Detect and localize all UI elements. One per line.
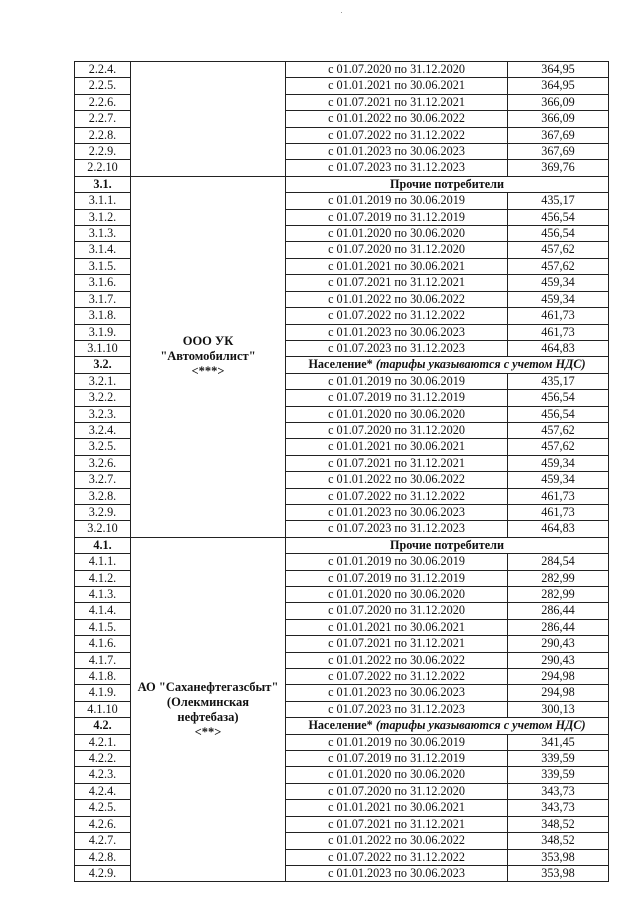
tariff-value: 282,99 [508,570,609,586]
tariff-value: 348,52 [508,833,609,849]
tariff-value: 369,76 [508,160,609,176]
period-cell: с 01.07.2023 по 31.12.2023 [286,160,508,176]
tariff-value: 364,95 [508,78,609,94]
row-number: 4.1.7. [75,652,131,668]
tariff-value: 300,13 [508,701,609,717]
tariff-value: 459,34 [508,275,609,291]
tariff-value: 343,73 [508,783,609,799]
organization-cell-empty [131,62,286,177]
tariff-value: 343,73 [508,800,609,816]
row-number: 4.2.5. [75,800,131,816]
period-cell: с 01.07.2021 по 31.12.2021 [286,455,508,471]
period-cell: с 01.07.2021 по 31.12.2021 [286,275,508,291]
row-number: 4.2.1. [75,734,131,750]
row-number: 3.1.1. [75,193,131,209]
tariff-value: 341,45 [508,734,609,750]
row-number: 2.2.7. [75,111,131,127]
period-cell: с 01.07.2022 по 31.12.2022 [286,669,508,685]
row-number: 3.2.8. [75,488,131,504]
tariff-value: 461,73 [508,488,609,504]
tariff-value: 435,17 [508,193,609,209]
tariff-value: 364,95 [508,62,609,78]
row-number: 4.2.6. [75,816,131,832]
period-cell: с 01.01.2020 по 30.06.2020 [286,587,508,603]
row-number: 3.1.6. [75,275,131,291]
section-title [286,537,609,553]
row-number: 3.2.4. [75,422,131,438]
period-cell: с 01.01.2021 по 30.06.2021 [286,619,508,635]
row-number: 4.2.3. [75,767,131,783]
tariff-value: 461,73 [508,504,609,520]
period-cell: с 01.07.2023 по 31.12.2023 [286,701,508,717]
tariff-table-body [75,62,609,882]
section-title-note: (тарифы указываются с учетом НДС) [375,357,586,372]
row-number: 3.1.2. [75,209,131,225]
section-number: 3.1. [75,176,131,192]
section-title [286,357,609,373]
row-number: 3.2.2. [75,390,131,406]
tariff-value: 294,98 [508,669,609,685]
period-cell: с 01.01.2021 по 30.06.2021 [286,800,508,816]
period-cell: с 01.07.2019 по 31.12.2019 [286,751,508,767]
tariff-value: 286,44 [508,603,609,619]
row-number: 3.2.10 [75,521,131,537]
period-cell: с 01.01.2023 по 30.06.2023 [286,685,508,701]
period-cell: с 01.01.2023 по 30.06.2023 [286,865,508,881]
row-number: 4.1.4. [75,603,131,619]
tariff-value: 457,62 [508,258,609,274]
period-cell: с 01.01.2023 по 30.06.2023 [286,324,508,340]
row-number: 3.2.3. [75,406,131,422]
tariff-value: 366,09 [508,111,609,127]
section-title-text: Прочие потребители [389,537,505,552]
row-number: 3.1.9. [75,324,131,340]
period-cell: с 01.07.2020 по 31.12.2020 [286,242,508,258]
period-cell: с 01.01.2022 по 30.06.2022 [286,111,508,127]
organization-line: АО "Саханефтегазсбыт" [137,679,279,694]
row-number: 2.2.10 [75,160,131,176]
period-cell: с 01.07.2020 по 31.12.2020 [286,62,508,78]
row-number: 4.1.9. [75,685,131,701]
row-number: 4.2.8. [75,849,131,865]
section-title-note: (тарифы указываются с учетом НДС) [375,718,586,733]
row-number: 2.2.5. [75,78,131,94]
tariff-value: 353,98 [508,865,609,881]
tariff-value: 456,54 [508,390,609,406]
row-number: 3.1.4. [75,242,131,258]
tariff-value: 435,17 [508,373,609,389]
period-cell: с 01.07.2022 по 31.12.2022 [286,849,508,865]
tariff-value: 290,43 [508,652,609,668]
organization-line: ООО УК [182,334,234,349]
period-cell: с 01.01.2021 по 30.06.2021 [286,439,508,455]
tariff-value: 457,62 [508,439,609,455]
period-cell: с 01.07.2019 по 31.12.2019 [286,570,508,586]
organization-name [131,176,286,537]
period-cell: с 01.01.2020 по 30.06.2020 [286,767,508,783]
period-cell: с 01.01.2020 по 30.06.2020 [286,226,508,242]
row-number: 2.2.9. [75,144,131,160]
period-cell: с 01.07.2020 по 31.12.2020 [286,422,508,438]
row-number: 4.1.5. [75,619,131,635]
period-cell: с 01.01.2020 по 30.06.2020 [286,406,508,422]
tariff-value: 294,98 [508,685,609,701]
period-cell: с 01.07.2021 по 31.12.2021 [286,636,508,652]
tariff-value: 367,69 [508,144,609,160]
row-number: 3.1.3. [75,226,131,242]
section-title-text: Население* [308,357,376,372]
period-cell: с 01.07.2020 по 31.12.2020 [286,603,508,619]
period-cell: с 01.07.2023 по 31.12.2023 [286,340,508,356]
row-number: 3.2.9. [75,504,131,520]
tariff-value: 457,62 [508,242,609,258]
tariff-value: 339,59 [508,767,609,783]
section-number: 3.2. [75,357,131,373]
period-cell: с 01.01.2019 по 30.06.2019 [286,193,508,209]
tariff-value: 367,69 [508,127,609,143]
period-cell: с 01.01.2019 по 30.06.2019 [286,554,508,570]
tariff-value: 290,43 [508,636,609,652]
organization-line: <**> [194,724,222,739]
period-cell: с 01.07.2022 по 31.12.2022 [286,308,508,324]
tariff-value: 457,62 [508,422,609,438]
row-number: 4.1.1. [75,554,131,570]
row-number: 2.2.4. [75,62,131,78]
period-cell: с 01.01.2019 по 30.06.2019 [286,734,508,750]
period-cell: с 01.01.2022 по 30.06.2022 [286,472,508,488]
row-number: 3.1.10 [75,340,131,356]
section-title-text: Население* [308,718,376,733]
tariff-value: 456,54 [508,226,609,242]
row-number: 3.2.6. [75,455,131,471]
section-title-text: Прочие потребители [389,176,505,191]
organization-line: <***> [191,364,225,379]
row-number: 2.2.8. [75,127,131,143]
row-number: 3.1.8. [75,308,131,324]
row-number: 4.1.8. [75,669,131,685]
section-row [75,537,609,553]
tariff-value: 464,83 [508,521,609,537]
row-number: 4.1.3. [75,587,131,603]
section-number: 4.2. [75,718,131,734]
period-cell: с 01.01.2022 по 30.06.2022 [286,291,508,307]
period-cell: с 01.01.2021 по 30.06.2021 [286,78,508,94]
tariff-value: 366,09 [508,94,609,110]
row-number: 4.1.10 [75,701,131,717]
tariff-value: 286,44 [508,619,609,635]
table-row [75,62,609,78]
row-number: 3.1.5. [75,258,131,274]
row-number: 3.2.1. [75,373,131,389]
period-cell: с 01.01.2022 по 30.06.2022 [286,652,508,668]
row-number: 4.2.9. [75,865,131,881]
row-number: 4.2.4. [75,783,131,799]
row-number: 3.2.5. [75,439,131,455]
period-cell: с 01.07.2019 по 31.12.2019 [286,390,508,406]
section-number: 4.1. [75,537,131,553]
period-cell: с 01.07.2021 по 31.12.2021 [286,816,508,832]
period-cell: с 01.07.2022 по 31.12.2022 [286,488,508,504]
section-title [286,718,609,734]
tariff-value: 456,54 [508,406,609,422]
row-number: 4.1.2. [75,570,131,586]
section-title [286,176,609,192]
period-cell: с 01.01.2023 по 30.06.2023 [286,504,508,520]
tariff-value: 459,34 [508,291,609,307]
organization-name [131,537,286,882]
tariff-value: 282,99 [508,587,609,603]
scan-speck [341,12,342,13]
tariff-value: 348,52 [508,816,609,832]
tariff-table [74,61,609,882]
section-row [75,176,609,192]
row-number: 4.1.6. [75,636,131,652]
period-cell: с 01.07.2021 по 31.12.2021 [286,94,508,110]
tariff-value: 461,73 [508,324,609,340]
period-cell: с 01.07.2019 по 31.12.2019 [286,209,508,225]
period-cell: с 01.07.2020 по 31.12.2020 [286,783,508,799]
tariff-value: 456,54 [508,209,609,225]
tariff-value: 459,34 [508,472,609,488]
row-number: 3.2.7. [75,472,131,488]
period-cell: с 01.07.2022 по 31.12.2022 [286,127,508,143]
tariff-value: 339,59 [508,751,609,767]
organization-line: "Автомобилист" [160,349,256,364]
tariff-value: 353,98 [508,849,609,865]
row-number: 2.2.6. [75,94,131,110]
row-number: 4.2.7. [75,833,131,849]
row-number: 3.1.7. [75,291,131,307]
tariff-value: 461,73 [508,308,609,324]
tariff-value: 284,54 [508,554,609,570]
row-number: 4.2.2. [75,751,131,767]
tariff-value: 459,34 [508,455,609,471]
period-cell: с 01.01.2021 по 30.06.2021 [286,258,508,274]
tariff-value: 464,83 [508,340,609,356]
period-cell: с 01.07.2023 по 31.12.2023 [286,521,508,537]
period-cell: с 01.01.2022 по 30.06.2022 [286,833,508,849]
period-cell: с 01.01.2023 по 30.06.2023 [286,144,508,160]
period-cell: с 01.01.2019 по 30.06.2019 [286,373,508,389]
organization-line: нефтебаза) [177,709,239,724]
organization-line: (Олекминская [166,694,250,709]
